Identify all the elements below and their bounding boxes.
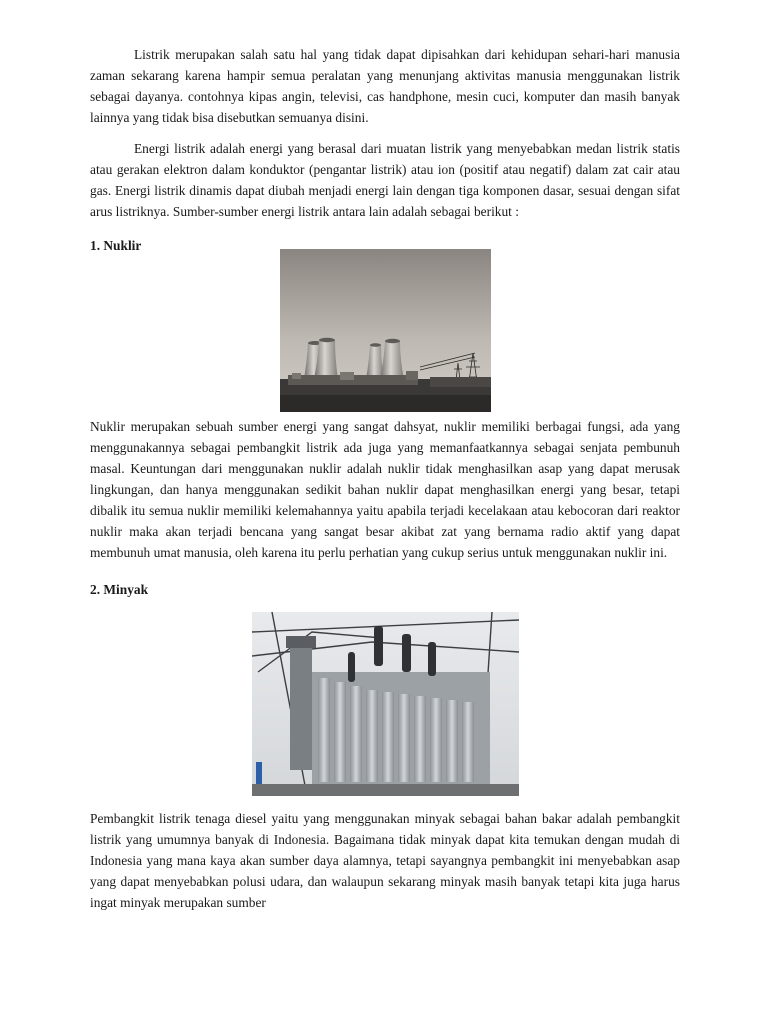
cooling-towers-photo <box>280 249 491 412</box>
section-heading-minyak: 2. Minyak <box>90 582 149 597</box>
section-heading-nuklir: 1. Nuklir <box>90 238 142 253</box>
document-page <box>90 44 680 913</box>
intro-paragraph: Listrik merupakan salah satu hal yang tidak dapat dipisahkan dari kehidupan sehari-hari manusia zaman sekarang karena hampir semua peralatan yang menunjang aktivitas manusia menggunakan listrik sebagai dayanya. contohnya kipas angin, televisi, cas handphone, mesin cuci, komputer dan masih banyak lainnya yang tidak bisa disebutkan semuanya disini. <box>90 47 680 125</box>
transformer-photo <box>252 612 519 796</box>
definition-paragraph: Energi listrik adalah energi yang berasal dari muatan listrik yang menyebabkan medan listrik statis atau gerakan elektron dalam konduktor (pengantar listrik) atau ion (positif atau negatif) dalam zat cair atau gas. Energi listrik dinamis dapat diubah menjadi energi lain dengan tiga komponen dasar, sesuai dengan sifat arus listriknya. Sumber-sumber energi listrik antara lain adalah sebagai berikut : <box>90 141 680 219</box>
nuklir-paragraph: Nuklir merupakan sebuah sumber energi yang sangat dahsyat, nuklir memiliki berbagai fungsi, ada yang menggunakannya sebagai pembangkit listrik ada juga yang memanfaatkannya sebagai senjata pembunuh masal. Keuntungan dari menggunakan nuklir adalah nuklir tidak menghasilkan asap yang dapat merusak lingkungan, dan hanya menggunakan sedikit bahan nuklir dapat menghasilkan energi yang besar, tetapi dibalik itu semua nuklir memiliki kelemahannya yaitu apabila terjadi kecelakaan atau kebocoran dari reaktor nuklir maka akan terjadi bencana yang sangat besar akibat zat yang bernama radio aktif yang dapat membunuh umat manusia, oleh karena itu perlu perhatian yang cukup serius untuk menggunakan nuklir ini. <box>90 419 680 560</box>
minyak-paragraph: Pembangkit listrik tenaga diesel yaitu yang menggunakan minyak sebagai bahan bakar adalah pembangkit listrik yang umumnya banyak di Indonesia. Bagaimana tidak minyak dapat kita temukan dengan mudah di Indonesia yang mana kaya akan sumber daya alamnya, tetapi sayangnya pembangkit ini menyebabkan asap yang dapat menyebabkan polusi udara, dan walaupun sekarang minyak masih banyak tetapi kita juga harus ingat minyak merupakan sumber <box>90 811 680 910</box>
